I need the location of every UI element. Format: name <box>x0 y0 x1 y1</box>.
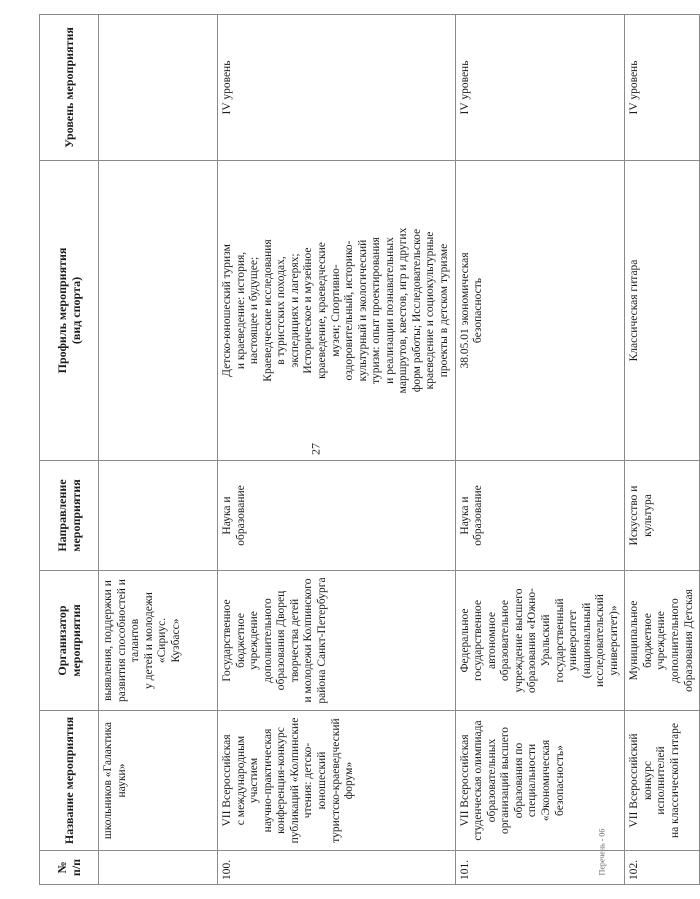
events-table <box>39 14 700 885</box>
cell-organizer: Федеральное государственное автономное образовательное учреждение высшего образования «Южно- Уральский государственный университет (национальный исследовательский университет)» <box>455 571 625 711</box>
header-organizer: Организатор мероприятия <box>40 571 99 711</box>
document-sheet <box>35 5 695 895</box>
table-row <box>625 15 700 885</box>
cell-direction: Наука и образование <box>455 461 625 571</box>
cell-num: 102. <box>625 851 700 885</box>
cell-profile: Классическая гитара <box>625 161 700 461</box>
cell-name: VII Всероссийская с международным участием научно-практическая конференция-конкурс публикаций «Колпинские чтения: детско-юношеский туристско-краеведческий форум» <box>218 711 456 851</box>
cell-direction: Наука и образование <box>218 461 456 571</box>
header-name: Название мероприятия <box>40 711 99 851</box>
cell-organizer: выявления, поддержки и развития способностей и талантов у детей и молодежи «Сириус. Кузбасс» <box>99 571 218 711</box>
cell-organizer: Государственное бюджетное учреждение дополнительного образования Дворец творчества детей и молодежи Колпинского района Санкт-Петербурга <box>218 571 456 711</box>
cell-profile <box>99 161 218 461</box>
cell-name: VII Всероссийский конкурс исполнителей на классической гитаре <box>625 711 700 851</box>
header-num: № п/п <box>40 851 99 885</box>
cell-organizer: Муниципальное бюджетное учреждение дополнительного образования Детская <box>625 571 700 711</box>
table-row <box>218 15 456 885</box>
cell-direction <box>99 461 218 571</box>
table-row-continuation <box>99 15 218 885</box>
cell-level <box>99 15 218 161</box>
page-number: 27 <box>308 443 323 455</box>
cell-num: 100. <box>218 851 456 885</box>
cell-level: IV уровень <box>625 15 700 161</box>
cell-num: 101. <box>455 851 625 885</box>
cell-profile: Детско-юношеский туризм и краеведение: история, настоящее и будущее; Краеведческие исследования в туристских походах, экспедициях и лагерях; Историческое и музейное краеведение, краеведческие музеи; Спортивно- оздоровительный, историко- культурный и экологический туризм: опыт проектирования и реализации познавательных маршрутов, квестов, игр и других форм работы; Исследовательское краеведение и социокультурные проекты в детском туризме <box>218 161 456 461</box>
cell-profile: 38.05.01 экономическая безопасность <box>455 161 625 461</box>
cell-direction: Искусство и культура <box>625 461 700 571</box>
cell-name: школьников «Галактика науки» <box>99 711 218 851</box>
footer-mark: Перечень - 06 <box>597 828 607 876</box>
header-profile: Профиль мероприятия (вид спорта) <box>40 161 99 461</box>
cell-name: VII Всероссийская студенческая олимпиада образовательных организаций высшего образования по специальности «Экономическая безопасность» <box>455 711 625 851</box>
table-row <box>455 15 625 885</box>
header-level: Уровень мероприятия <box>40 15 99 161</box>
cell-num <box>99 851 218 885</box>
cell-level: IV уровень <box>455 15 625 161</box>
header-direction: Направление мероприятия <box>40 461 99 571</box>
cell-level: IV уровень <box>218 15 456 161</box>
table-header-row <box>40 15 99 885</box>
rotated-page <box>35 5 695 895</box>
